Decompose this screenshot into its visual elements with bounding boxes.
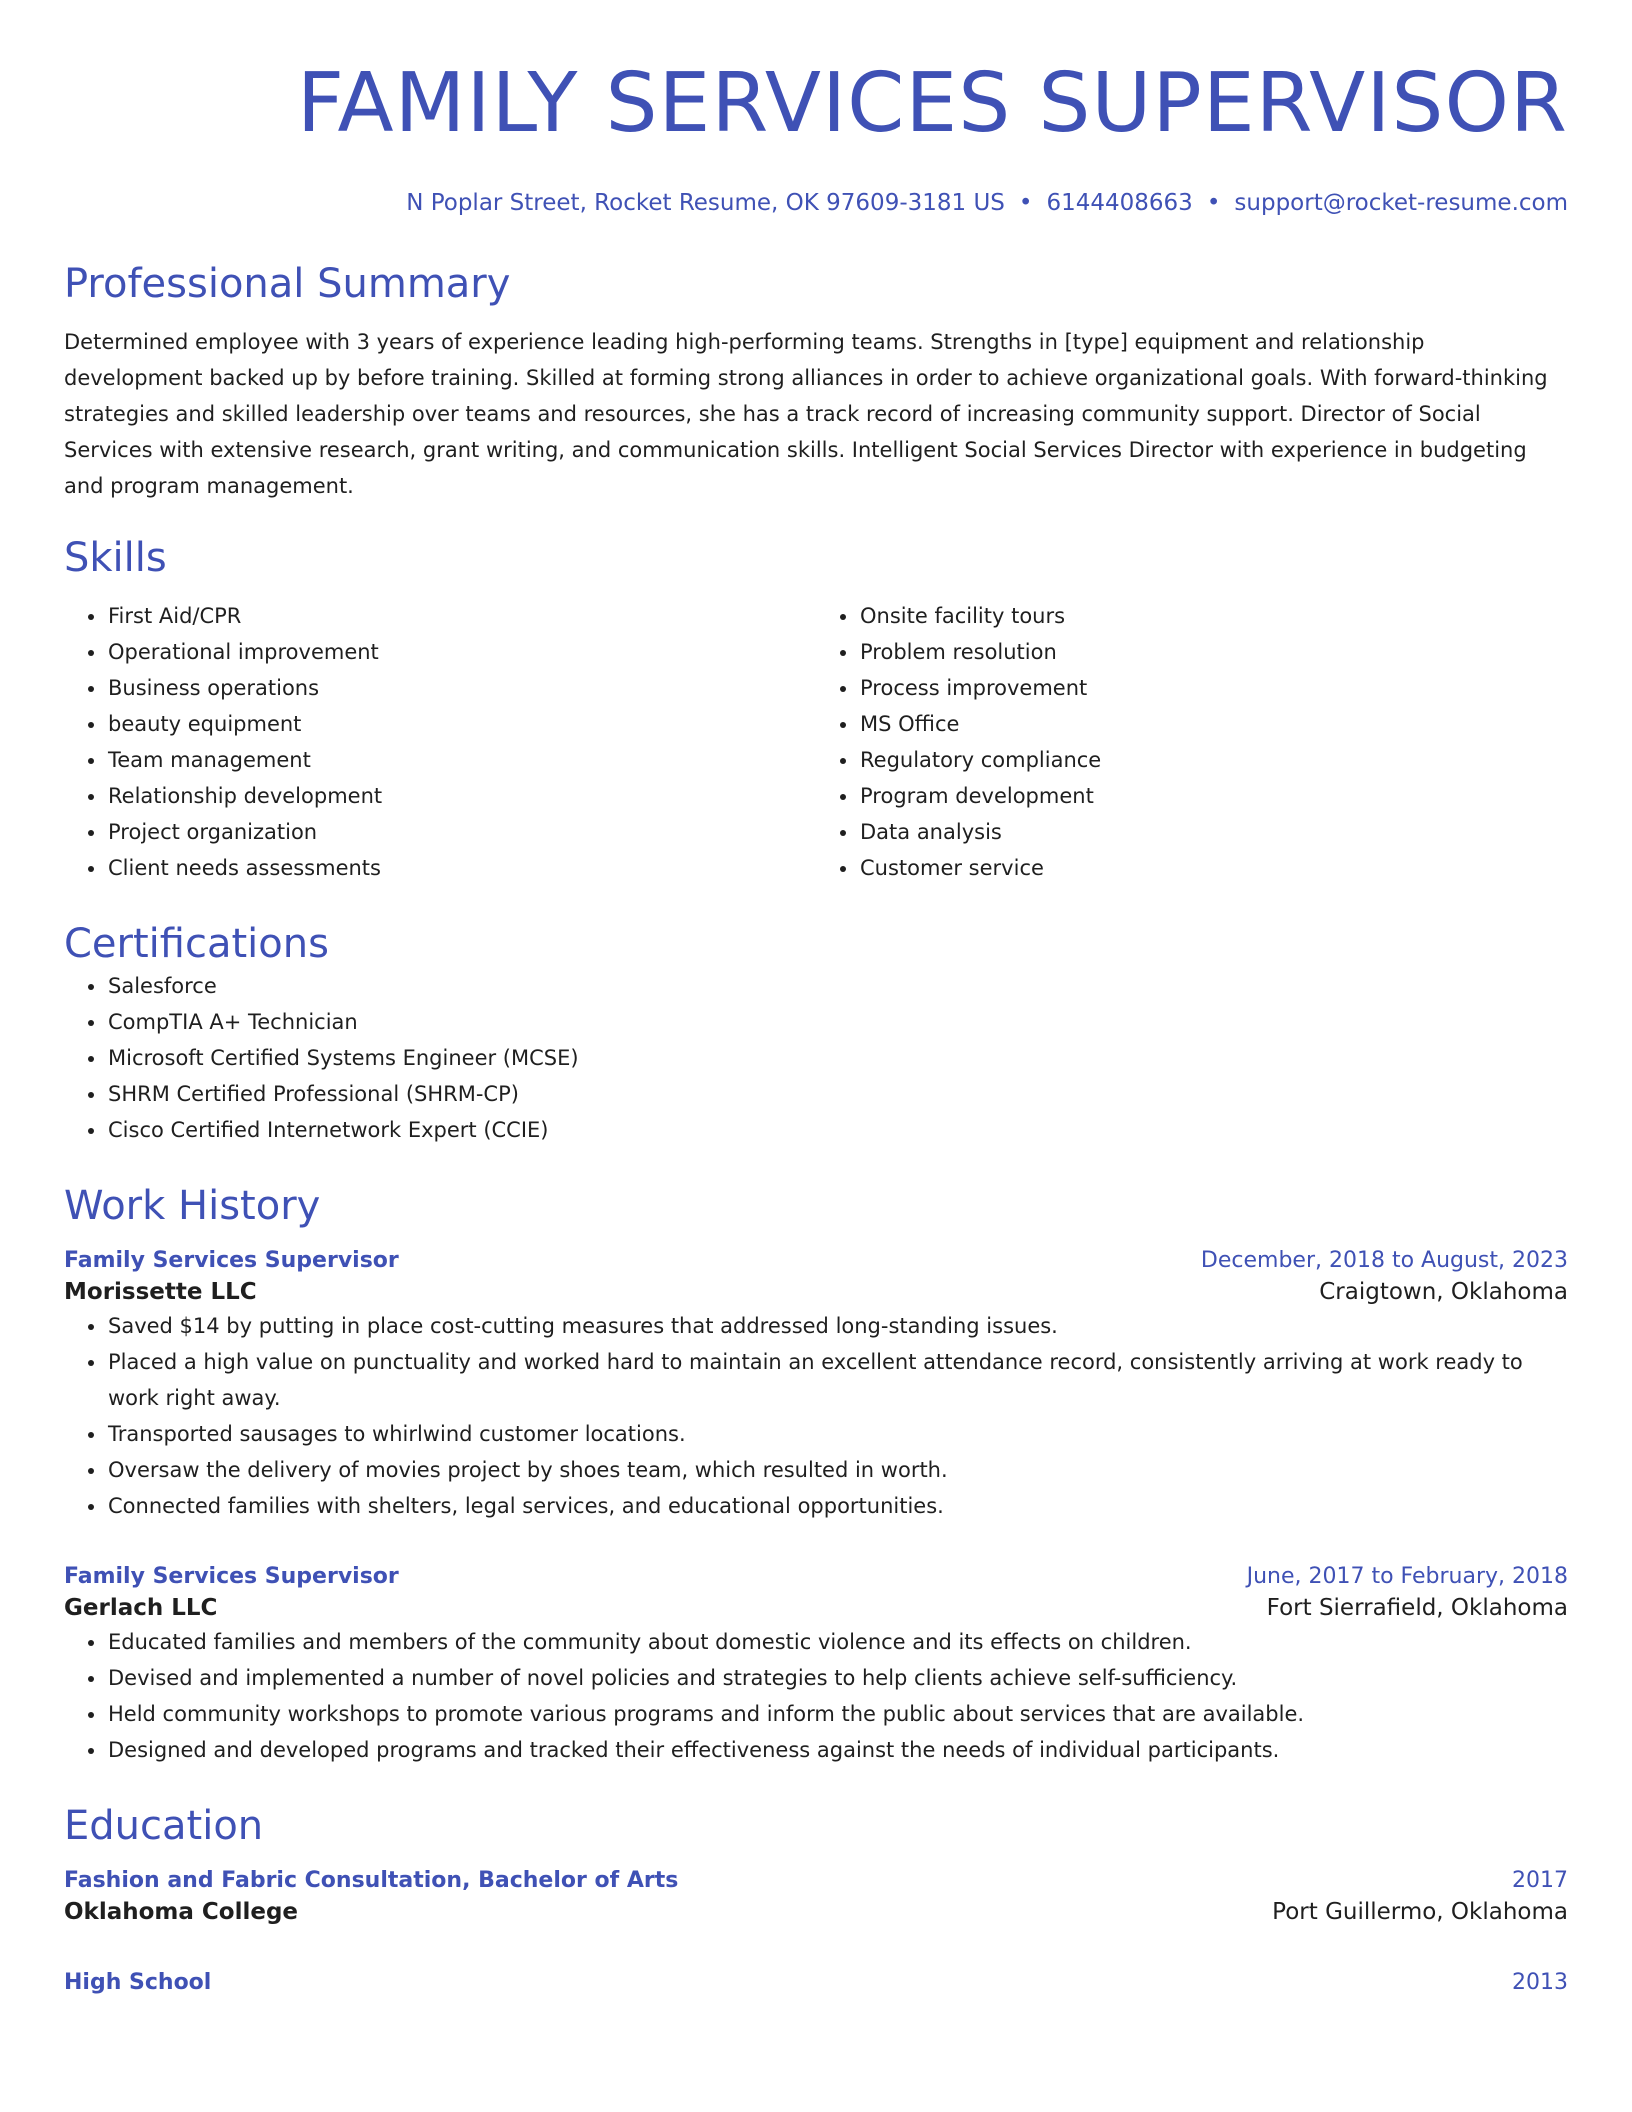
education-entry-subheader [64,1896,1568,1928]
job-responsibilities [64,1624,1568,1768]
work-entry-subheader [64,1276,1568,1308]
job-dates: June, 2017 to February, 2018 [1246,1564,1568,1589]
work-entry [64,1246,1568,1524]
contact-separator: • [1206,190,1221,216]
certification-item: • CompTIA A+ Technician [107,1004,1568,1040]
contact-phone: 6144408663 [1046,190,1193,216]
degree-name: High School [64,1970,212,1995]
graduation-year: 2013 [1512,1970,1568,1995]
skill-item: • Operational improvement [107,634,816,670]
responsibility-item: • Educated families and members of the community about domestic violence and its effects on children. [107,1624,1568,1660]
skill-item: • Process improvement [859,670,1568,706]
company-name: Gerlach LLC [64,1595,218,1621]
education-heading: Education [64,1803,264,1849]
graduation-year: 2017 [1512,1868,1568,1893]
skill-item: • Project organization [107,814,816,850]
work-entry-header [64,1562,1568,1592]
certification-item: • SHRM Certified Professional (SHRM-CP) [107,1076,1568,1112]
responsibility-item: • Placed a high value on punctuality and worked hard to maintain an excellent attendance record, consistently arriving at work ready to work right away. [107,1344,1568,1416]
certification-item: • Cisco Certified Internetwork Expert (CCIE) [107,1112,1568,1148]
skill-item: • Regulatory compliance [859,742,1568,778]
work-history-heading: Work History [64,1183,321,1229]
skill-item: • Business operations [107,670,816,706]
degree-name: Fashion and Fabric Consultation, Bachelor of Arts [64,1868,679,1893]
skill-item: • MS Office [859,706,1568,742]
skills-heading: Skills [64,535,167,581]
skills-list-left [64,598,816,886]
education-entry [64,1866,1568,1928]
responsibility-item: • Designed and developed programs and tracked their effectiveness against the needs of individual participants. [107,1732,1568,1768]
job-title: Family Services Supervisor [64,1564,399,1589]
skills-list-right [816,598,1568,886]
education-entry-header [64,1968,1568,1998]
responsibility-item: • Transported sausages to whirlwind customer locations. [107,1416,1568,1452]
skill-item: • Client needs assessments [107,850,816,886]
job-location: Fort Sierrafield, Oklahoma [1266,1595,1568,1621]
job-title: Family Services Supervisor [64,1248,399,1273]
certification-item: • Salesforce [107,968,1568,1004]
education-entry [64,1968,1568,1998]
work-entry [64,1562,1568,1768]
school-location: Port Guillermo, Oklahoma [1272,1899,1568,1925]
skill-item: • Relationship development [107,778,816,814]
responsibility-item: • Devised and implemented a number of novel policies and strategies to help clients achieve self-sufficiency. [107,1660,1568,1696]
contact-separator: • [1018,190,1033,216]
work-entry-header [64,1246,1568,1276]
school-name: Oklahoma College [64,1899,299,1925]
certifications-list [64,968,1568,1148]
responsibility-item: • Saved $14 by putting in place cost-cutting measures that addressed long-standing issues. [107,1308,1568,1344]
skill-item: • First Aid/CPR [107,598,816,634]
summary-heading: Professional Summary [64,261,511,307]
work-entry-subheader [64,1592,1568,1624]
skill-item: • Team management [107,742,816,778]
job-location: Craigtown, Oklahoma [1319,1279,1568,1305]
skill-item: • Onsite facility tours [859,598,1568,634]
resume-header [64,56,1568,218]
contact-address: N Poplar Street, Rocket Resume, OK 97609-3181 US [406,190,1005,216]
certifications-heading: Certifications [64,921,329,967]
job-dates: December, 2018 to August, 2023 [1200,1248,1568,1273]
skill-item: • Customer service [859,850,1568,886]
candidate-name: FAMILY SERVICES SUPERVISOR [296,56,1568,151]
contact-line [64,188,1568,218]
skill-item: • Program development [859,778,1568,814]
certification-item: • Microsoft Certified Systems Engineer (MCSE) [107,1040,1568,1076]
skill-item: • Data analysis [859,814,1568,850]
summary-text: Determined employee with 3 years of experience leading high-performing teams. Strengths in [type] equipment and relationship development backed up by before training. Skilled at forming strong alliances in order to achieve organizational goals. With forward-thinking strategies and skilled leadership over teams and resources, she has a track record of increasing community support. Director of Social Services with extensive research, grant writing, and communication skills. Intelligent Social Services Director with experience in budgeting and program management. [64,330,1548,498]
skill-item: • beauty equipment [107,706,816,742]
skills-columns [64,598,1568,886]
education-entry-header [64,1866,1568,1896]
company-name: Morissette LLC [64,1279,257,1305]
responsibility-item: • Held community workshops to promote various programs and inform the public about services that are available. [107,1696,1568,1732]
responsibility-item: • Connected families with shelters, legal services, and educational opportunities. [107,1488,1568,1524]
skill-item: • Problem resolution [859,634,1568,670]
responsibility-item: • Oversaw the delivery of movies project by shoes team, which resulted in worth. [107,1452,1568,1488]
job-responsibilities [64,1308,1568,1524]
contact-email: support@rocket-resume.com [1234,190,1568,216]
